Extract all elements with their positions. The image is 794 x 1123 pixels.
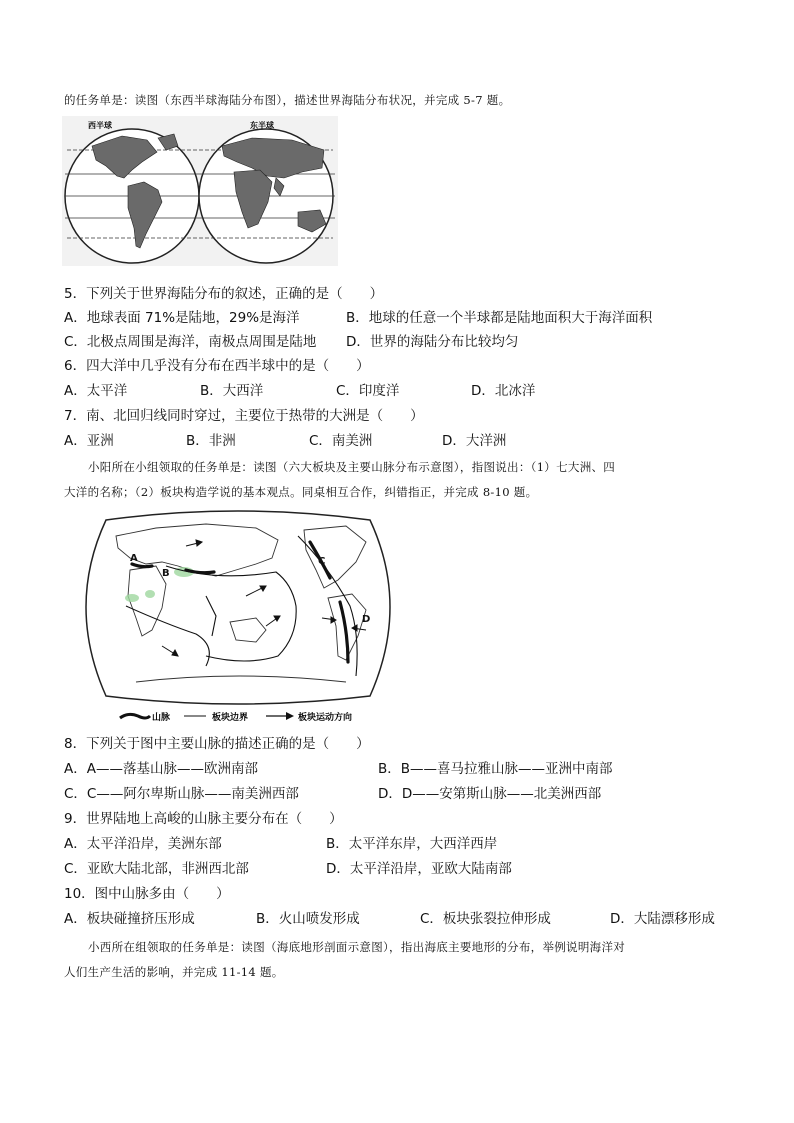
q8-option-d[interactable]: D．D——安第斯山脉——北美洲西部 [378, 786, 602, 802]
q8-option-c[interactable]: C．C——阿尔卑斯山脉——南美洲西部 [64, 786, 299, 802]
q7-option-a[interactable]: A．亚洲 [64, 433, 114, 449]
q5-stem: 5．下列关于世界海陆分布的叙述，正确的是（ ） [64, 286, 384, 302]
q7-option-d[interactable]: D．大洋洲 [442, 433, 507, 449]
q6-option-a[interactable]: A．太平洋 [64, 383, 128, 399]
map-label-b: B [162, 568, 170, 579]
q5-option-b[interactable]: B．地球的任意一个半球都是陆地面积大于海洋面积 [346, 310, 653, 326]
q10-stem: 10．图中山脉多由（ ） [64, 886, 230, 902]
q7-stem: 7．南、北回归线同时穿过，主要位于热带的大洲是（ ） [64, 408, 424, 424]
q10-option-a[interactable]: A．板块碰撞挤压形成 [64, 911, 195, 927]
legend-mountain-symbol [120, 714, 150, 718]
task-intro-3-line2: 人们生产生活的影响，并完成 11-14 题。 [64, 965, 284, 979]
q5-option-a[interactable]: A．地球表面 71%是陆地，29%是海洋 [64, 310, 300, 326]
legend-boundary-label: 板块边界 [212, 713, 249, 723]
q8-stem: 8．下列关于图中主要山脉的描述正确的是（ ） [64, 736, 370, 752]
west-hemisphere-label: 西半球 [88, 121, 112, 130]
q6-option-c[interactable]: C．印度洋 [336, 383, 400, 399]
q7-option-b[interactable]: B．非洲 [186, 433, 236, 449]
q5-option-d[interactable]: D．世界的海陆分布比较均匀 [346, 334, 519, 350]
task-intro-2-line2: 大洋的名称；（2）板块构造学说的基本观点。同桌相互合作，纠错指正，并完成 8-10 题。 [64, 485, 538, 499]
map-label-d: D [362, 614, 371, 625]
q9-option-c[interactable]: C．亚欧大陆北部，非洲西北部 [64, 861, 249, 877]
q9-option-a[interactable]: A．太平洋沿岸，美洲东部 [64, 836, 222, 852]
legend-direction-label: 板块运动方向 [298, 713, 353, 723]
q9-option-d[interactable]: D．太平洋沿岸，亚欧大陆南部 [326, 861, 512, 877]
q8-option-b[interactable]: B．B——喜马拉雅山脉——亚洲中南部 [378, 761, 613, 777]
q10-option-d[interactable]: D．大陆漂移形成 [610, 911, 715, 927]
map-frame [86, 511, 390, 704]
q7-option-c[interactable]: C．南美洲 [309, 433, 373, 449]
task-intro-1: 的任务单是：读图（东西半球海陆分布图），描述世界海陆分布状况，并完成 5-7 题。 [64, 93, 511, 107]
east-hemisphere-label: 东半球 [250, 121, 274, 130]
q9-option-b[interactable]: B．太平洋东岸，大西洋西岸 [326, 836, 498, 852]
q9-stem: 9．世界陆地上高峻的山脉主要分布在（ ） [64, 811, 343, 827]
hemisphere-map [62, 116, 338, 266]
task-intro-3-line1: 小西所在组领取的任务单是：读图（海底地形剖面示意图），指出海底主要地形的分布，举例说明海洋对 [88, 940, 626, 954]
map-label-c: C [318, 556, 326, 567]
q10-option-c[interactable]: C．板块张裂拉伸形成 [420, 911, 551, 927]
q6-option-b[interactable]: B．大西洋 [200, 383, 264, 399]
legend-mountain-label: 山脉 [152, 713, 171, 723]
q8-option-a[interactable]: A．A——落基山脉——欧洲南部 [64, 761, 258, 777]
q6-option-d[interactable]: D．北冰洋 [471, 383, 536, 399]
map-label-a: A [130, 553, 138, 564]
q6-stem: 6．四大洋中几乎没有分布在西半球中的是（ ） [64, 358, 370, 374]
q10-option-b[interactable]: B．火山喷发形成 [256, 911, 360, 927]
task-intro-2-line1: 小阳所在小组领取的任务单是：读图（六大板块及主要山脉分布示意图），指图说出：（1）七大洲、四 [88, 460, 616, 474]
plate-mountain-map [66, 506, 410, 726]
q5-option-c[interactable]: C．北极点周围是海洋，南极点周围是陆地 [64, 334, 317, 350]
